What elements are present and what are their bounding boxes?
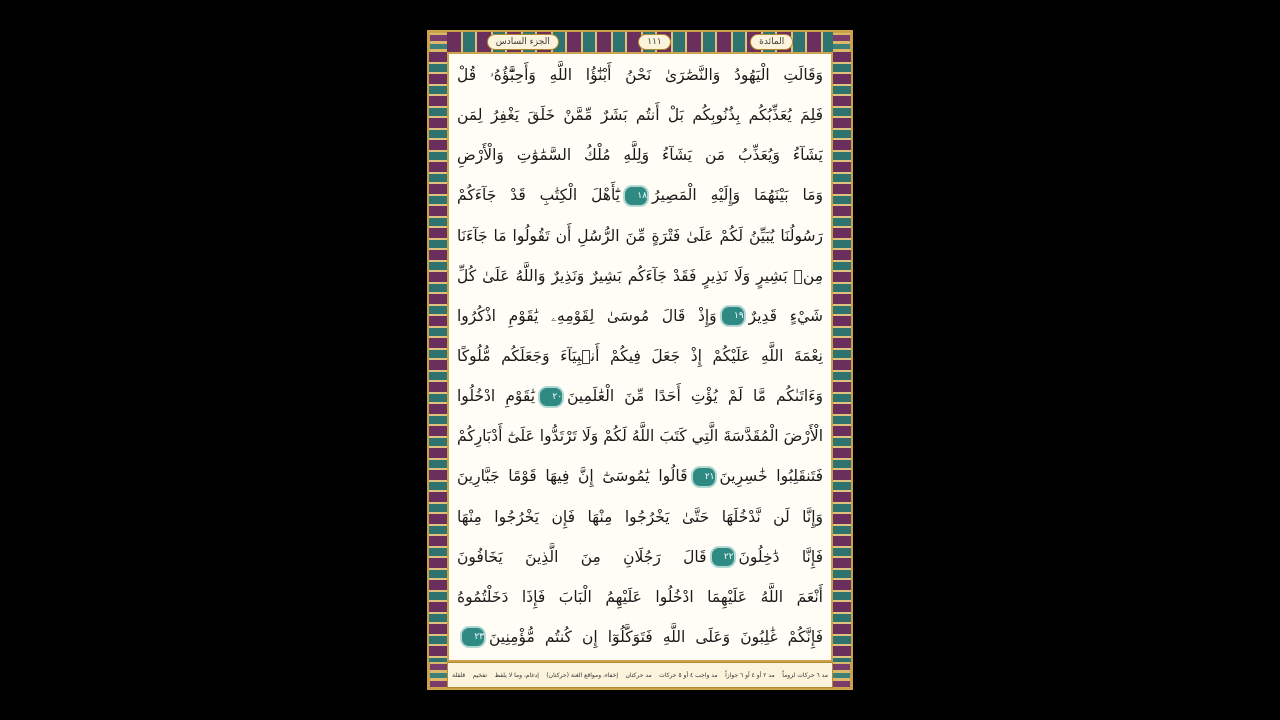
verse-text: فَتَنقَلِبُوا خَٰسِرِينَ <box>719 467 823 486</box>
verse-text: فَلِمَ يُعَذِّبُكُم بِذُنُوبِكُم بَلْ أَنتُم بَشَرٌ مِّمَّنْ خَلَقَ يَغْفِرُ لِمَن <box>457 106 823 125</box>
text-line <box>457 60 823 90</box>
legend-item: مد حركتان <box>625 671 652 679</box>
legend-item: مد واجب ٤ أو ٥ حركات <box>659 671 718 679</box>
page-number: ١١١ <box>638 34 671 50</box>
tajweed-legend <box>447 662 833 688</box>
verse-text: شَيْءٍ قَدِيرٌ <box>748 306 823 325</box>
verse-text: وَإِنَّا لَن نَّدْخُلَهَا حَتَّىٰ يَخْرُجُوا مِنْهَا فَإِن يَخْرُجُوا مِنْهَا <box>457 507 823 526</box>
text-line <box>457 261 823 291</box>
border-side-left <box>429 52 447 662</box>
verse-text: نِعْمَةَ اللَّهِ عَلَيْكُمْ إِذْ جَعَلَ فِيكُمْ أَنۢبِيَآءَ وَجَعَلَكُم مُّلُوكًا <box>457 346 823 365</box>
legend-item: إدغام، وما لا يلفظ <box>494 671 539 679</box>
text-line <box>457 542 823 572</box>
text-line <box>457 180 823 210</box>
legend-item: مد ٢ أو ٤ أو ٦ جوازاً <box>725 671 775 679</box>
verse-text: وَءَاتَىٰكُم مَّا لَمْ يُؤْتِ أَحَدًا مِّنَ الْعَٰلَمِينَ <box>567 387 823 406</box>
verse-text: وَقَالَتِ الْيَهُودُ وَالنَّصَٰرَىٰ نَحْنُ أَبْنَٰٓؤُا اللَّهِ وَأَحِبَّٰٓؤُهُۥ قُلْ <box>457 66 823 84</box>
legend-item: إخفاء، ومواقع الغنة (حركتان) <box>546 671 619 679</box>
border-side-right <box>833 52 851 662</box>
ayah-number-marker: ١٨ <box>623 185 649 207</box>
mushaf-page <box>427 30 853 690</box>
ayah-number-marker: ٢١ <box>691 466 717 488</box>
text-line <box>457 100 823 130</box>
ayah-number-marker: ٢٢ <box>710 546 736 568</box>
juz-label: الجزء السادس <box>487 34 559 50</box>
verse-text: مِنۢ بَشِيرٍ وَلَا نَذِيرٍ فَقَدْ جَآءَكُم بَشِيرٌ وَنَذِيرٌ وَاللَّهُ عَلَىٰ كُلِّ <box>457 266 823 285</box>
text-line <box>457 421 823 451</box>
verse-text: قَالُوا يَٰمُوسَىٰٓ إِنَّ فِيهَا قَوْمًا جَبَّارِينَ <box>457 467 688 486</box>
text-line <box>457 341 823 371</box>
legend-item: قلقلة <box>452 671 466 679</box>
verse-text: يَشَآءُ وَيُعَذِّبُ مَن يَشَآءُ وَلِلَّهِ مُلْكُ السَّمَٰوَٰتِ وَالْأَرْضِ <box>457 146 823 165</box>
verse-text: الْأَرْضَ الْمُقَدَّسَةَ الَّتِي كَتَبَ اللَّهُ لَكُمْ وَلَا تَرْتَدُّوا عَلَىٰٓ أَدْبَارِكُمْ <box>457 427 823 446</box>
verse-text: فَإِنَّا دَٰخِلُونَ <box>738 547 823 566</box>
text-line <box>457 381 823 411</box>
verse-text: يَٰٓأَهْلَ الْكِتَٰبِ قَدْ جَآءَكُمْ <box>457 186 621 205</box>
verse-text: قَالَ رَجُلَانِ مِنَ الَّذِينَ يَخَافُونَ <box>457 547 707 566</box>
quran-text <box>457 60 823 652</box>
legend-item: تفخيم <box>472 671 487 679</box>
text-line <box>457 622 823 652</box>
verse-text: فَإِنَّكُمْ غَٰلِبُونَ وَعَلَى اللَّهِ فَتَوَكَّلُوٓا إِن كُنتُم مُّؤْمِنِينَ <box>489 627 823 646</box>
ayah-number-marker: ١٩ <box>720 305 746 327</box>
legend-item: مد ٦ حركات لزوماً <box>782 671 828 679</box>
verse-text: يَٰقَوْمِ ادْخُلُوا <box>457 387 536 406</box>
verse-text: أَنْعَمَ اللَّهُ عَلَيْهِمَا ادْخُلُوا عَلَيْهِمُ الْبَابَ فَإِذَا دَخَلْتُمُوهُ <box>457 587 823 606</box>
surah-name: المائدة <box>750 34 793 50</box>
text-line <box>457 461 823 491</box>
ayah-number-marker: ٢٣ <box>460 626 486 648</box>
verse-text: وَمَا بَيْنَهُمَا وَإِلَيْهِ الْمَصِيرُ <box>652 186 823 205</box>
text-line <box>457 582 823 612</box>
ayah-number-marker: ٢٠ <box>538 386 564 408</box>
text-line <box>457 221 823 251</box>
verse-text: وَإِذْ قَالَ مُوسَىٰ لِقَوْمِهِۦ يَٰقَوْمِ اذْكُرُوا <box>457 306 717 325</box>
text-line <box>457 140 823 170</box>
text-line <box>457 502 823 532</box>
page-header <box>447 32 833 52</box>
text-line <box>457 301 823 331</box>
verse-text: رَسُولُنَا يُبَيِّنُ لَكُمْ عَلَىٰ فَتْرَةٍ مِّنَ الرُّسُلِ أَن تَقُولُوا مَا جَآءَنَا <box>457 226 823 245</box>
